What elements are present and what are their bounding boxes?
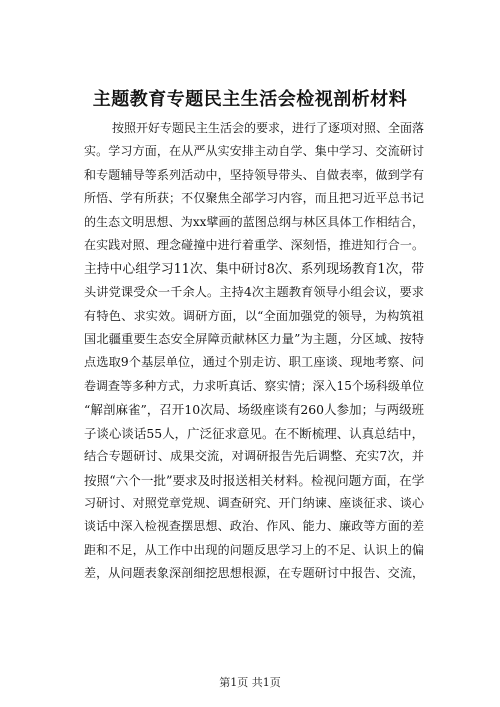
body-line: 所悟、学有所获；不仅聚焦全部学习内容，而且把习近平总书记	[84, 191, 424, 206]
body-line: 按照“六个一批”要求及时报送相关材料。检视问题方面，在学	[84, 472, 425, 488]
body-line: 习研讨、对照党章党规、调查研究、开门纳谏、座谈征求、谈心	[84, 496, 424, 510]
body-line: “解剖麻雀”，召开10次局、场级座谈有260人参加；与两级班	[84, 402, 424, 418]
body-line: 实。学习方面，在从严从实安排主动自学、集中学习、交流研讨	[84, 144, 424, 159]
body-line: 国北疆重要生态安全屏障贡献林区力量”为主题，分区域、按特	[84, 331, 424, 346]
body-line: 和专题辅导等系列活动中，坚持领导带头、自做表率，做到学有	[84, 167, 424, 182]
page-number-footer: 第1页 共1页	[219, 676, 281, 689]
body-line: 子谈心谈话55人，广泛征求意见。在不断梳理、认真总结中，	[84, 425, 424, 441]
body-line: 主持中心组学习11次、集中研讨8次、系列现场教育1次，带	[84, 261, 424, 277]
body-line: 差，从问题表象深剖细挖思想根源，在专题研讨中报告、交流，	[84, 566, 424, 581]
body-line: 距和不足，从工作中出现的问题反思学习上的不足、认识上的偏	[84, 542, 424, 557]
body-line: 的生态文明思想、为xx擘画的蓝图总纲与林区具体工作相结合，	[84, 214, 424, 229]
document-body	[84, 117, 424, 586]
body-line: 有特色、求实效。调研方面，以“全面加强党的领导，为构筑祖	[84, 308, 424, 323]
body-line: 结合专题研讨、成果交流，对调研报告先后调整、充实7次，并	[84, 449, 424, 464]
body-line: 在实践对照、理念碰撞中进行着重学、深刻悟，推进知行合一。	[84, 238, 424, 253]
document-title: 主题教育专题民主生活会检视剖析材料	[92, 89, 408, 110]
body-line: 卷调查等多种方式，力求听真话、察实情；深入15个场科级单位	[84, 378, 424, 393]
body-line: 按照开好专题民主生活会的要求，进行了逐项对照、全面落	[112, 121, 425, 135]
body-line: 谈话中深入检视查摆思想、政治、作风、能力、廉政等方面的差	[84, 519, 424, 534]
body-line: 点选取9个基层单位，通过个别走访、职工座谈、现地考察、问	[84, 355, 424, 370]
body-line: 头讲党课受众一千余人。主持4次主题教育领导小组会议，要求	[84, 285, 424, 300]
